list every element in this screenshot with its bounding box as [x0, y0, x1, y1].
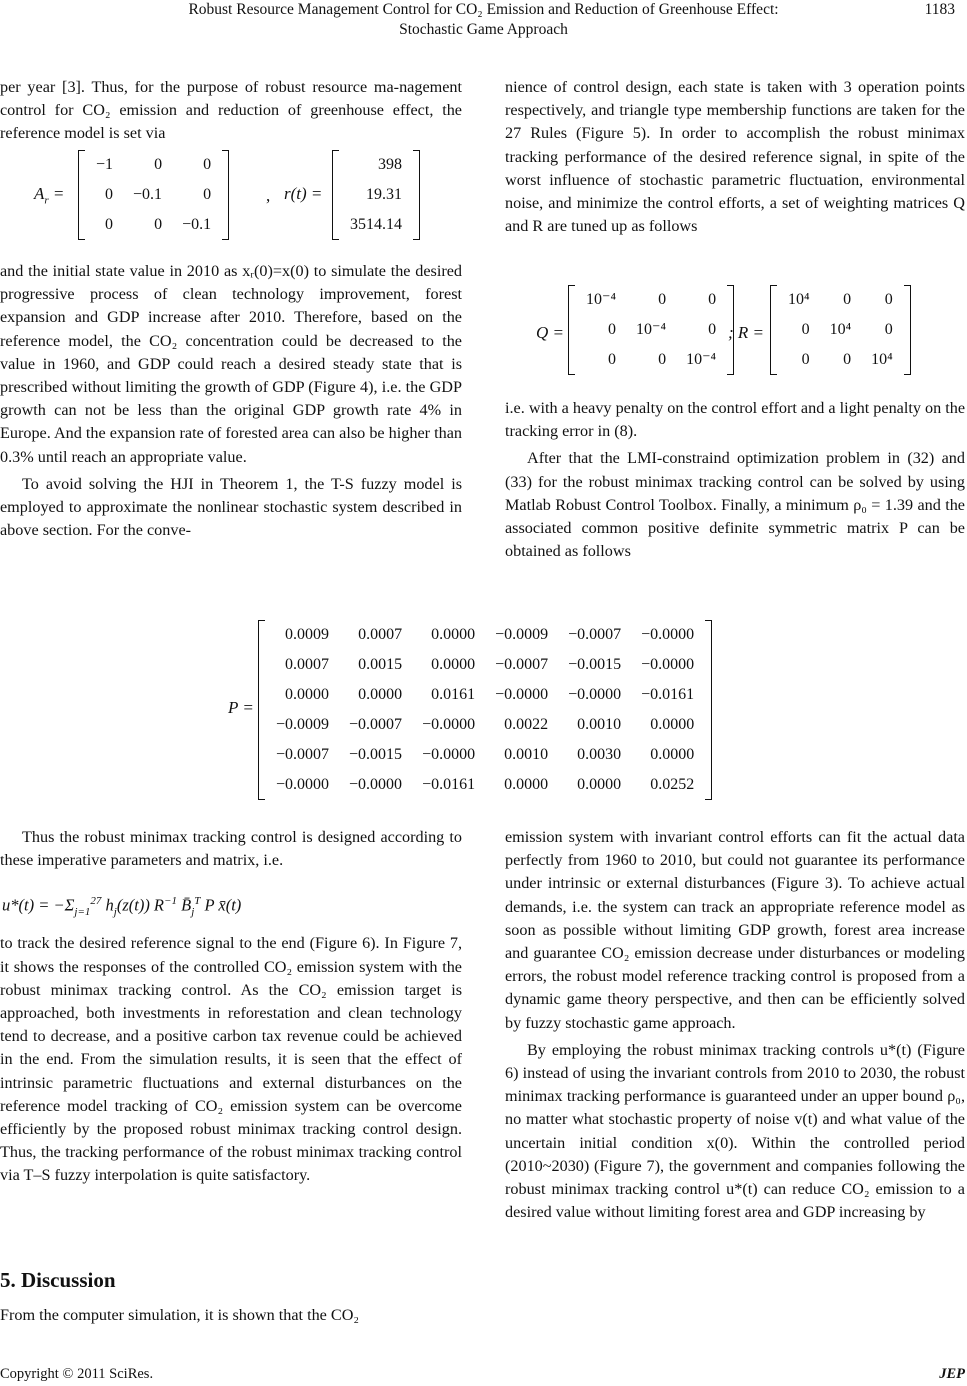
R-matrix-cell: 0	[884, 291, 893, 308]
P-matrix-cell: 0.0009	[285, 626, 330, 643]
Q-matrix-cell: 0	[708, 321, 717, 338]
right-column-mid	[505, 397, 965, 563]
Q-matrix-row	[576, 315, 726, 345]
Q-matrix-row	[576, 285, 726, 315]
R-matrix-row	[778, 285, 903, 315]
R-matrix-cell: 10⁴	[871, 351, 893, 368]
P-matrix-cell: −0.0015	[568, 656, 622, 673]
Ar-matrix-row	[86, 150, 221, 180]
P-matrix-cell: −0.0009	[495, 626, 549, 643]
lower-right-paragraph-1: emission system with invariant control efforts can fit the actual data perfectly from 1960 to 2010, but could not guarantee its performance under intrinsic or external disturbances (Figure 3). To achieve actual demands, i.e. the system can track an appropriate reference model as soon as possible without limiting GDP growth, forest area increase and guarantee CO₂ emission decrease under disturbances or modeling errors, the robust model reference tracking control is proposed from a dynamic game theory perspective, and then can be efficiently solved by fuzzy stochastic game approach.	[505, 828, 965, 1032]
rt-vector-cell: 3514.14	[350, 216, 402, 233]
Q-matrix-cell: 0	[608, 351, 617, 368]
Q-matrix-cell: 0	[658, 351, 667, 368]
R-matrix-cell: 0	[884, 321, 893, 338]
P-matrix-cell: 0.0000	[358, 686, 403, 703]
P-matrix-cell: 0.0015	[358, 656, 403, 673]
lower-right-paragraph-2: By employing the robust minimax tracking controls u*(t) (Figure 6) instead of using the invariant controls from 2010 to 2030, the robust minimax tracking performance is guaranteed under an upper bound ρ₀, no matter what stochastic property of noise v(t) and what value of the uncertain initial condition x(0). Within the controlled period (2010~2030) (Figure 7), the government and companies following the robust minimax tracking control u*(t) can reduce CO₂ emission to a desired value without limiting forest area and GDP increasing by	[505, 1040, 965, 1222]
Q-matrix-cell: 10⁻⁴	[636, 321, 667, 338]
P-matrix-cell: 0.0030	[577, 746, 622, 763]
Ar-matrix-cell: 0	[105, 186, 114, 203]
P-matrix-cell: −0.0000	[568, 686, 622, 703]
running-title-line1: Robust Resource Management Control for CO₂ Emission and Reduction of Greenhouse Effect:	[188, 1, 779, 18]
Q-matrix-cell: 0	[658, 291, 667, 308]
Q-matrix-cell: 10⁻⁴	[586, 291, 617, 308]
P-matrix-cell: −0.0007	[568, 626, 622, 643]
lower-left-paragraph-1: Thus the robust minimax tracking control is designed according to these imperative parameters and matrix, i.e.	[0, 828, 462, 870]
P-matrix-cell: −0.0000	[641, 626, 695, 643]
P-matrix-cell: −0.0000	[276, 776, 330, 793]
page-header	[0, 0, 967, 46]
left-paragraph-3: To avoid solving the HJI in Theorem 1, the T-S fuzzy model is employed to approximate the nonlinear stochastic system described in above section. For the conve-	[0, 474, 462, 540]
R-matrix	[770, 285, 911, 375]
P-matrix-cell: −0.0161	[641, 686, 695, 703]
Q-matrix-row	[576, 345, 726, 375]
P-matrix-cell: 0.0010	[504, 746, 549, 763]
lower-left-paragraph-2: to track the desired reference signal to the end (Figure 6). In Figure 7, it shows the responses of the controlled CO₂ emission system with the robust minimax tracking control. As the CO₂ emission target is approached, both investments in reforestation and clean technology tend to decrease, and a positive carbon tax revenue could be achieved in the end. From the simulation results, it is seen that the effect of intrinsic parametric fluctuations and external disturbances on the reference model tracking of CO₂ emission system can be overcome efficiently by the proposed robust minimax tracking control design. Thus, the tracking performance of the robust minimax tracking control via T–S fuzzy interpolation is quite satisfactory.	[0, 934, 462, 1185]
lower-left-column-end	[0, 1304, 462, 1327]
left-column-top	[0, 76, 462, 146]
P-matrix-cell: −0.0161	[422, 776, 476, 793]
reference-model-equation: $A_r$ = −1 0 0 0 −0.1 0 0 0 −0.1 , r(t) = 398 19.31 3514.14	[22, 150, 462, 250]
Ar-matrix	[78, 150, 229, 240]
R-matrix-row	[778, 315, 903, 345]
right-paragraph-2: i.e. with a heavy penalty on the control effort and a light penalty on the tracking error in (8).	[505, 399, 966, 441]
left-paragraph-1: per year [3]. Thus, for the purpose of robust resource ma-nagement control for CO₂ emission and reduction of greenhouse effect, the reference model is set via	[0, 78, 462, 143]
R-matrix-cell: 10⁴	[829, 321, 852, 338]
Q-matrix-cell: 10⁻⁴	[686, 351, 717, 368]
R-matrix-cell: 0	[801, 321, 810, 338]
rt-vector-cell: 398	[378, 156, 402, 173]
P-matrix-cell: 0.0000	[431, 626, 476, 643]
P-matrix-equation: P = 0.0009 0.0007 0.0000 −0.0009 −0.0007 −0.0000 0.0007 0.0015 0.0000 −0.0007 −0.0015 −0.0000 0.0000 0.0000 0.0161 −0.0000 −0.0000 −0.0161 −0.0009 −0.0007 −0.0000 0.0022 0.0010 0.0000 −0.0007 −0.0015 −0.0000 0.0010 0.0030 0.0000 −0.0000 −0.0000 −0.0161 0.0000 0.0000 0.0252	[228, 620, 748, 800]
copyright: Copyright © 2011 SciRes.	[0, 1366, 154, 1382]
P-matrix-row	[266, 680, 704, 710]
Ar-matrix-row	[86, 210, 221, 240]
P-matrix	[258, 620, 712, 800]
Ar-matrix-cell: 0	[203, 156, 212, 173]
lower-left-paragraph-3: From the computer simulation, it is shown that the CO₂	[0, 1306, 360, 1324]
Ar-symbol: $A_r$ =	[34, 184, 65, 207]
P-matrix-cell: 0.0007	[358, 626, 403, 643]
Ar-matrix-cell: −0.1	[182, 216, 212, 233]
P-matrix-cell: −0.0007	[349, 716, 403, 733]
Q-matrix-cell: 0	[708, 291, 717, 308]
left-paragraph-2: and the initial state value in 2010 as xᵣ(0)=x(0) to simulate the desired progressive process of clean technology improvement, forest expansion and GDP increase after 2010. Therefore, based on the reference model, the CO₂ concentration could be decreased to the value in 1960, and GDP could reach a desired steady state that is prescribed without limiting the growth of GDP (Figure 4), i.e. the GDP growth can not be less than the original GDP growth rate 4% in Europe. And the expansion rate of forested area can also be higher than 0.3% until reach an appropriate value.	[0, 262, 462, 466]
journal-abbrev: JEP	[939, 1366, 965, 1382]
rt-vector-row	[340, 180, 412, 210]
right-paragraph-3: After that the LMI-constraind optimization problem in (32) and (33) for the robust minimax tracking control can be solved by using Matlab Robust Control Toolbox. Finally, a minimum ρ₀ = 1.39 and the associated common positive definite symmetric matrix P can be obtained as follows	[505, 449, 965, 561]
R-matrix-row	[778, 345, 903, 375]
Q-matrix-cell: 0	[608, 321, 617, 338]
left-column-mid	[0, 260, 462, 542]
P-matrix-cell: −0.0000	[495, 686, 549, 703]
right-paragraph-1: nience of control design, each state is taken with 3 operation points respectively, and triangle type membership functions are taken for the 27 Rules (Figure 5). In order to accomplish the robust minimax tracking performance of the desired reference signal, in spite of the worst influence of stochastic parametric fluctuation, environmental noise, and minimize the control efforts, a set of weighting matrices Q and R are tuned up as follows	[505, 78, 965, 236]
rt-vector-cell: 19.31	[366, 186, 402, 203]
P-matrix-cell: −0.0015	[349, 746, 403, 763]
P-matrix-cell: 0.0000	[577, 776, 622, 793]
P-matrix-row	[266, 650, 704, 680]
R-matrix-cell: 0	[843, 351, 852, 368]
Ar-matrix-cell: 0	[105, 216, 114, 233]
P-matrix-cell: −0.0009	[276, 716, 330, 733]
section-heading: 5. Discussion	[0, 1268, 116, 1292]
P-matrix-row	[266, 710, 704, 740]
P-matrix-cell: −0.0007	[276, 746, 330, 763]
P-matrix-cell: 0.0161	[431, 686, 476, 703]
P-matrix-cell: −0.0000	[641, 656, 695, 673]
Ar-matrix-cell: 0	[203, 186, 212, 203]
page-number: 1183	[924, 1, 955, 18]
lower-left-column	[0, 826, 462, 1188]
running-title-line2: Stochastic Game Approach	[399, 21, 568, 38]
Ar-matrix-cell: 0	[154, 156, 163, 173]
Q-matrix	[568, 285, 734, 375]
P-matrix-cell: 0.0007	[285, 656, 330, 673]
Ar-matrix-cell: −0.1	[133, 186, 163, 203]
P-matrix-cell: −0.0000	[422, 746, 476, 763]
P-matrix-cell: 0.0010	[577, 716, 622, 733]
P-matrix-cell: 0.0000	[650, 746, 695, 763]
lower-right-column	[505, 826, 965, 1224]
R-matrix-cell: 10⁴	[788, 291, 810, 308]
weighting-matrices-equation: Q = 10⁻⁴ 0 0 0 10⁻⁴ 0 0 0 10⁻⁴ ; R = 10⁴ 0 0 0 10⁴ 0 0 0 10⁴	[530, 285, 960, 385]
rt-vector-row	[340, 210, 412, 240]
Ar-matrix-row	[86, 180, 221, 210]
P-matrix-cell: 0.0022	[504, 716, 549, 733]
P-matrix-row	[266, 740, 704, 770]
P-matrix-row	[266, 620, 704, 650]
R-matrix-cell: 0	[843, 291, 852, 308]
P-matrix-cell: 0.0000	[650, 716, 695, 733]
Ar-matrix-cell: 0	[154, 216, 163, 233]
R-matrix-cell: 0	[801, 351, 810, 368]
rt-vector	[332, 150, 420, 240]
P-matrix-cell: −0.0007	[495, 656, 549, 673]
rt-vector-row	[340, 150, 412, 180]
P-matrix-cell: −0.0000	[349, 776, 403, 793]
P-matrix-cell: 0.0000	[431, 656, 476, 673]
P-matrix-row	[266, 770, 704, 800]
control-law-equation: $u*(t) = -\Sigma_{j=1}^{27}$ $h_j(z(t))$ $R^{-1}$ $B̄_j^T$ P x̄(t)	[2, 895, 242, 919]
P-matrix-cell: −0.0000	[422, 716, 476, 733]
rt-symbol: r(t) =	[284, 184, 323, 203]
P-matrix-cell: 0.0000	[504, 776, 549, 793]
P-matrix-cell: 0.0252	[650, 776, 695, 793]
P-matrix-cell: 0.0000	[285, 686, 330, 703]
right-column-top	[505, 76, 965, 238]
Ar-matrix-cell: −1	[96, 156, 114, 173]
